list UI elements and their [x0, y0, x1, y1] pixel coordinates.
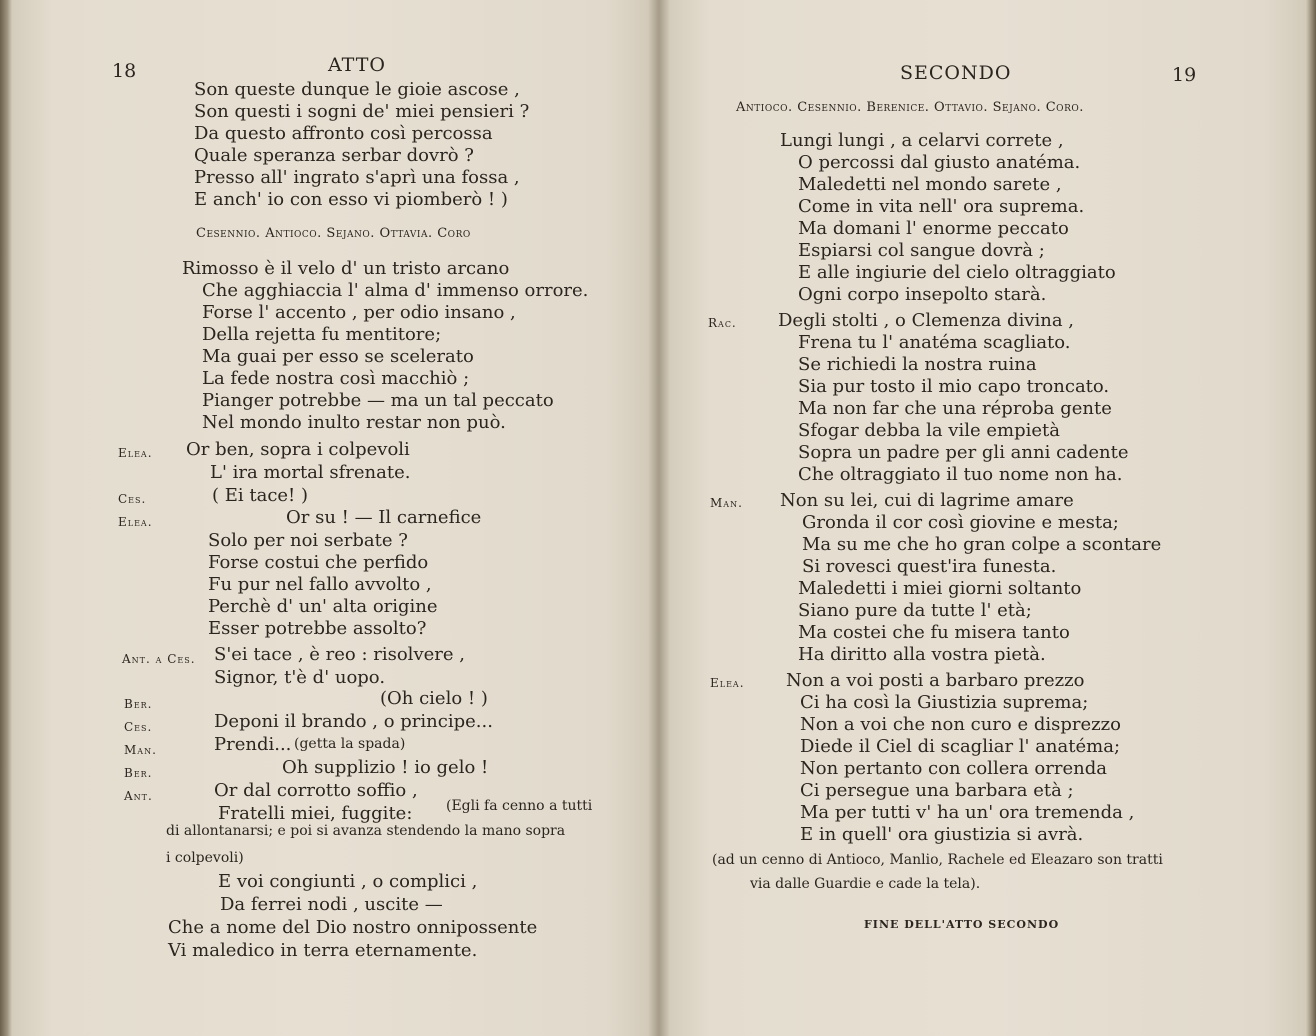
- verse-line: E anch' io con esso vi piomberò ! ): [194, 189, 508, 210]
- speaker-label: Ber.: [124, 697, 153, 711]
- verse-line: Ha diritto alla vostra pietà.: [798, 644, 1046, 665]
- verse-line: Oh supplizio ! io gelo !: [282, 757, 489, 778]
- verse-line: Ma per tutti v' ha un' ora tremenda ,: [800, 802, 1135, 823]
- verse-line: Signor, t'è d' uopo.: [214, 667, 386, 688]
- verse-line: Prendi...: [214, 734, 292, 755]
- verse-line: Lungi lungi , a celarvi correte ,: [780, 130, 1064, 151]
- verse-line: Forse l' accento , per odio insano ,: [202, 302, 516, 323]
- chorus-verse: [182, 258, 588, 434]
- verse-line: Frena tu l' anatéma scagliato.: [798, 332, 1071, 353]
- verse-line: Da ferrei nodi , uscite —: [220, 894, 443, 915]
- scene-cast-list: Antioco. Cesennio. Berenice. Ottavio. Sejano. Coro.: [736, 100, 1084, 115]
- page-edge-shadow: [1306, 0, 1316, 1036]
- verse-line: Fratelli miei, fuggite:: [218, 803, 413, 824]
- verse-line: Gronda il cor così giovine e mesta;: [802, 512, 1119, 533]
- verse-line: Sopra un padre per gli anni cadente: [798, 442, 1129, 463]
- verse-line: Deponi il brando , o principe...: [214, 711, 493, 732]
- verse-line: Rimosso è il velo d' un tristo arcano: [182, 258, 510, 279]
- chorus-verse: [780, 130, 1116, 306]
- running-head: ATTO: [328, 54, 386, 76]
- verse-line: Si rovesci quest'ira funesta.: [802, 556, 1057, 577]
- page-edge-shadow: [0, 0, 12, 1036]
- verse-line: S'ei tace , è reo : risolvere ,: [214, 644, 465, 665]
- verse-line: Non su lei, cui di lagrime amare: [780, 490, 1074, 511]
- verse-line: Pianger potrebbe — ma un tal peccato: [202, 390, 554, 411]
- verse-line: Son queste dunque le gioie ascose ,: [194, 79, 520, 100]
- verse-line: Non pertanto con collera orrenda: [800, 758, 1107, 779]
- verse-line: Che agghiaccia l' alma d' immenso orrore.: [202, 280, 589, 301]
- verse-line: Siano pure da tutte l' età;: [798, 600, 1032, 621]
- stage-direction: (getta la spada): [294, 736, 406, 752]
- verse-line: E in quell' ora giustizia si avrà.: [800, 824, 1084, 845]
- stage-direction: via dalle Guardie e cade la tela).: [750, 876, 981, 892]
- verse-line: Forse costui che perfido: [208, 552, 429, 573]
- verse-line: Sia pur tosto il mio capo troncato.: [798, 376, 1110, 397]
- verse-line: Ma domani l' enorme peccato: [798, 218, 1069, 239]
- speaker-label: Ant.: [124, 789, 153, 803]
- verse-line: Diede il Ciel di scagliar l' anatéma;: [800, 736, 1121, 757]
- scene-cast-list: Cesennio. Antioco. Sejano. Ottavia. Coro: [196, 226, 471, 241]
- speaker-label: Ces.: [124, 720, 153, 734]
- verse-line: Son questi i sogni de' miei pensieri ?: [194, 101, 530, 122]
- stage-direction: (ad un cenno di Antioco, Manlio, Rachele ed Eleazaro son tratti: [712, 852, 1163, 868]
- verse-stanza: [780, 490, 1161, 666]
- verse-line: Da questo affronto così percossa: [194, 123, 493, 144]
- verse-line: Or dal corrotto soffio ,: [214, 780, 418, 801]
- verse-line: L' ira mortal sfrenate.: [210, 462, 411, 483]
- speaker-label: Man.: [124, 743, 157, 757]
- verse-line: Ma non far che una réproba gente: [798, 398, 1112, 419]
- verse-line: Or su ! — Il carnefice: [286, 507, 482, 528]
- act-end-line: FINE DELL'ATTO SECONDO: [864, 918, 1060, 931]
- verse-line: O percossi dal giusto anatéma.: [798, 152, 1081, 173]
- verse-line: Come in vita nell' ora suprema.: [798, 196, 1085, 217]
- speaker-label: Ant. a Ces.: [122, 652, 196, 666]
- verse-stanza: [786, 670, 1134, 846]
- speaker-label: Elea.: [118, 446, 153, 460]
- verse-line: Or ben, sopra i colpevoli: [186, 439, 410, 460]
- verse-line: Della rejetta fu mentitore;: [202, 324, 442, 345]
- speaker-label: Ber.: [124, 766, 153, 780]
- verse-line: Esser potrebbe assolto?: [208, 618, 427, 639]
- running-head: SECONDO: [900, 62, 1012, 84]
- verse-line: ( Ei tace! ): [212, 485, 309, 506]
- right-page: [658, 0, 1316, 1036]
- verse-stanza: [778, 310, 1129, 486]
- verse-stanza: [208, 530, 438, 640]
- verse-line: Ma su me che ho gran colpe a scontare: [802, 534, 1162, 555]
- verse-line: Non a voi che non curo e disprezzo: [800, 714, 1121, 735]
- verse-line: E voi congiunti , o complici ,: [218, 871, 478, 892]
- verse-line: Vi maledico in terra eternamente.: [168, 940, 478, 961]
- verse-line: Espiarsi col sangue dovrà ;: [798, 240, 1045, 261]
- stage-direction: di allontanarsi; e poi si avanza stendendo la mano sopra: [166, 823, 566, 839]
- verse-line: E alle ingiurie del cielo oltraggiato: [798, 262, 1116, 283]
- page-number: 18: [112, 60, 137, 82]
- verse-line: Ci ha così la Giustizia suprema;: [800, 692, 1089, 713]
- verse-line: Fu pur nel fallo avvolto ,: [208, 574, 432, 595]
- speaker-label: Elea.: [118, 515, 153, 529]
- stage-direction: (Egli fa cenno a tutti: [446, 798, 593, 814]
- stage-direction: i colpevoli): [166, 850, 244, 866]
- verse-line: Degli stolti , o Clemenza divina ,: [778, 310, 1075, 331]
- opening-verse: [194, 79, 529, 211]
- verse-line: Se richiedi la nostra ruina: [798, 354, 1037, 375]
- verse-line: Che oltraggiato il tuo nome non ha.: [798, 464, 1123, 485]
- verse-line: Ci persegue una barbara età ;: [800, 780, 1074, 801]
- speaker-label: Elea.: [710, 676, 745, 690]
- verse-line: Perchè d' un' alta origine: [208, 596, 438, 617]
- verse-line: Ma costei che fu misera tanto: [798, 622, 1070, 643]
- verse-line: Ma guai per esso se scelerato: [202, 346, 474, 367]
- book-gutter: [648, 0, 670, 1036]
- speaker-label: Ces.: [118, 492, 147, 506]
- verse-line: Ogni corpo insepolto starà.: [798, 284, 1047, 305]
- verse-line: Nel mondo inulto restar non può.: [202, 412, 506, 433]
- verse-line: Maledetti nel mondo sarete ,: [798, 174, 1062, 195]
- verse-line: Maledetti i miei giorni soltanto: [798, 578, 1082, 599]
- verse-line: La fede nostra così macchiò ;: [202, 368, 470, 389]
- speaker-label: Man.: [710, 496, 743, 510]
- verse-line: Presso all' ingrato s'aprì una fossa ,: [194, 167, 520, 188]
- verse-line: Non a voi posti a barbaro prezzo: [786, 670, 1085, 691]
- verse-line: (Oh cielo ! ): [380, 688, 488, 709]
- verse-line: Sfogar debba la vile empietà: [798, 420, 1060, 441]
- page-number: 19: [1172, 64, 1197, 86]
- speaker-label: Rac.: [708, 316, 737, 330]
- verse-line: Che a nome del Dio nostro onnipossente: [168, 917, 538, 938]
- verse-line: Quale speranza serbar dovrò ?: [194, 145, 474, 166]
- verse-line: Solo per noi serbate ?: [208, 530, 408, 551]
